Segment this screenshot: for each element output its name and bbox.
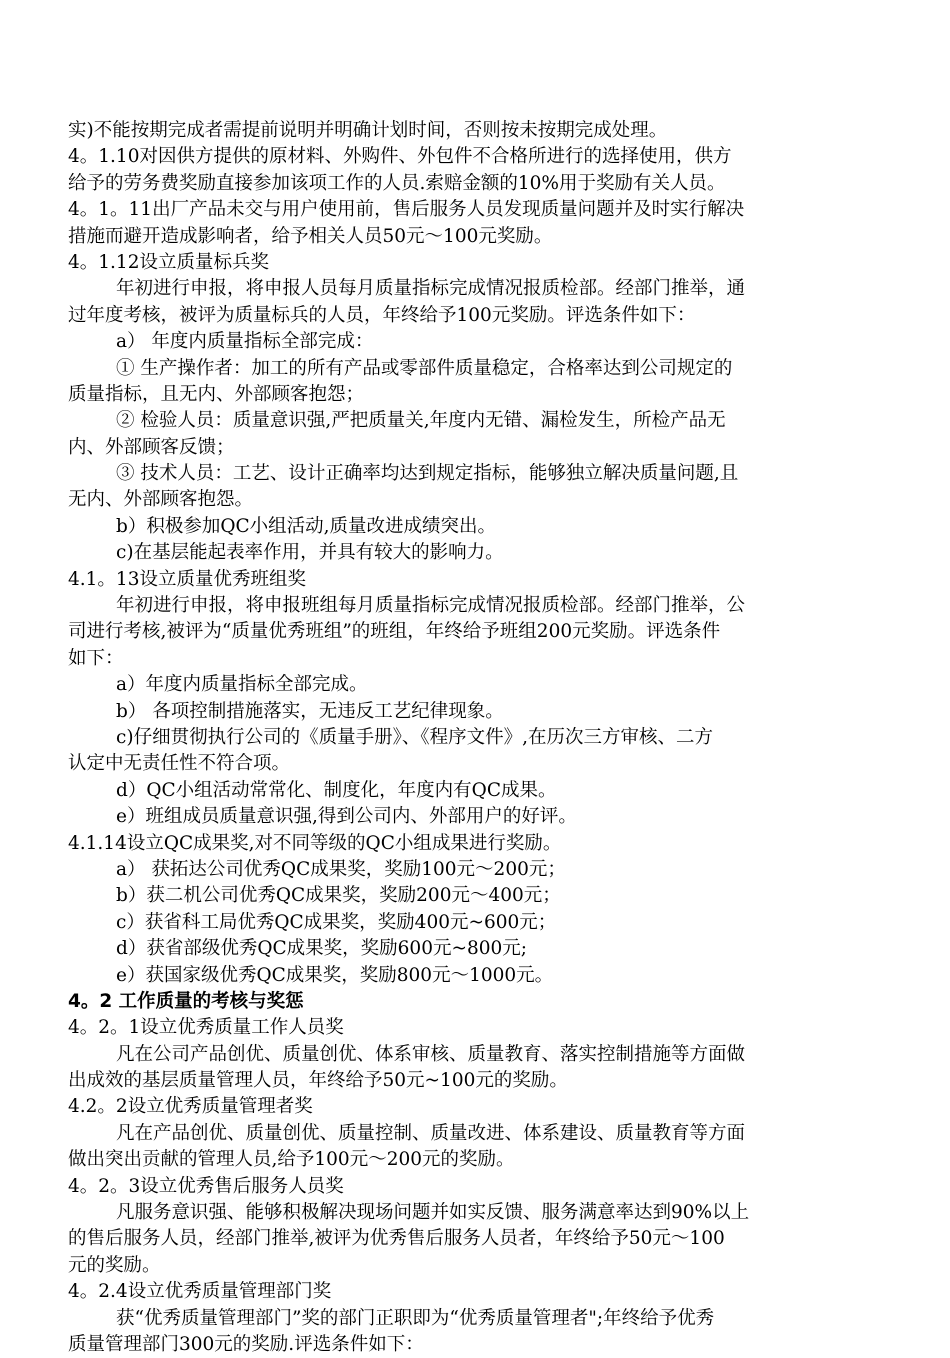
text-line: 做出突出贡献的管理人员,给予100元～200元的奖励。 (68, 1149, 515, 1171)
text-line: 4.1.14设立QC成果奖,对不同等级的QC小组成果进行奖励。 (68, 832, 562, 854)
text-line: 凡在产品创优、质量创优、质量控制、质量改进、体系建设、质量教育等方面 (116, 1122, 746, 1144)
text-line: 凡服务意识强、能够积极解决现场问题并如实反馈、服务满意率达到90%以上 (116, 1202, 750, 1224)
text-line: 措施而避开造成影响者，给予相关人员50元～100元奖励。 (68, 225, 553, 247)
text-line: c)仔细贯彻执行公司的《质量手册》、《程序文件》,在历次三方审核、二方 (116, 726, 713, 748)
text-line: c)在基层能起表率作用，并具有较大的影响力。 (116, 542, 504, 564)
text-line: 4。1.12设立质量标兵奖 (68, 251, 269, 273)
text-line: 4.1。13设立质量优秀班组奖 (68, 568, 306, 590)
text-line: 年初进行申报，将申报人员每月质量指标完成情况报质检部。经部门推举，通 (116, 278, 746, 300)
text-line: 给予的劳务费奖励直接参加该项工作的人员.索赔金额的10%用于奖励有关人员。 (68, 172, 726, 194)
section-heading: 4。2 工作质量的考核与奖惩 (68, 990, 304, 1012)
text-line: 4。2.4设立优秀质量管理部门奖 (68, 1281, 332, 1303)
text-line: 实)不能按期完成者需提前说明并明确计划时间，否则按未按期完成处理。 (68, 120, 668, 141)
text-line: ③ 技术人员：工艺、设计正确率均达到规定指标，能够独立解决质量问题,且 (116, 463, 739, 485)
text-line: 4.2。2设立优秀质量管理者奖 (68, 1096, 313, 1118)
text-line: 年初进行申报，将申报班组每月质量指标完成情况报质检部。经部门推举，公 (116, 595, 746, 617)
text-line: e）获国家级优秀QC成果奖，奖励800元～1000元。 (116, 964, 554, 986)
text-line: a） 年度内质量指标全部完成： (116, 331, 374, 353)
text-line: 过年度考核，被评为质量标兵的人员，年终给予100元奖励。评选条件如下： (68, 304, 696, 326)
text-line: 司进行考核,被评为“质量优秀班组”的班组，年终给予班组200元奖励。评选条件 (68, 621, 721, 643)
text-line: ② 检验人员：质量意识强,严把质量关,年度内无错、漏检发生，所检产品无 (116, 410, 726, 432)
text-line: 4。2。3设立优秀售后服务人员奖 (68, 1175, 344, 1197)
text-line: c）获省科工局优秀QC成果奖，奖励400元~600元； (116, 911, 557, 933)
text-line: b）获二机公司优秀QC成果奖，奖励200元～400元； (116, 885, 561, 907)
text-line: 无内、外部顾客抱怨。 (68, 489, 254, 511)
text-line: a） 获拓达公司优秀QC成果奖，奖励100元～200元； (116, 858, 566, 880)
text-line: 的售后服务人员，经部门推举,被评为优秀售后服务人员者，年终给予50元～100 (68, 1228, 725, 1250)
text-line: d）QC小组活动常常化、制度化，年度内有QC成果。 (116, 779, 557, 801)
text-line: 内、外部顾客反馈； (68, 436, 235, 458)
text-line: ① 生产操作者：加工的所有产品或零部件质量稳定，合格率达到公司规定的 (116, 357, 733, 379)
text-line: 4。1。11出厂产品未交与用户使用前，售后服务人员发现质量问题并及时实行解决 (68, 199, 745, 221)
text-line: 认定中无责任性不符合项。 (68, 753, 291, 775)
text-line: a）年度内质量指标全部完成。 (116, 674, 368, 696)
text-line: 质量指标，且无内、外部顾客抱怨； (68, 383, 365, 405)
text-line: 4。2。1设立优秀质量工作人员奖 (68, 1017, 344, 1039)
document-body (68, 118, 888, 1358)
text-line: 元的奖励。 (68, 1254, 161, 1276)
text-line: 凡在公司产品创优、质量创优、体系审核、质量教育、落实控制措施等方面做 (116, 1043, 746, 1065)
text-line: 获“优秀质量管理部门”奖的部门正职即为“优秀质量管理者";年终给予优秀 (116, 1307, 715, 1329)
text-line: 出成效的基层质量管理人员，年终给予50元~100元的奖励。 (68, 1070, 568, 1092)
text-line: d）获省部级优秀QC成果奖，奖励600元~800元; (116, 938, 528, 960)
text-line: b） 各项控制措施落实，无违反工艺纪律现象。 (116, 700, 504, 722)
text-line: 如下： (68, 647, 124, 669)
text-line: e）班组成员质量意识强,得到公司内、外部用户的好评。 (116, 806, 577, 828)
text-line: b）积极参加QC小组活动,质量改进成绩突出。 (116, 515, 497, 537)
text-line: 质量管理部门300元的奖励.评选条件如下： (68, 1333, 424, 1355)
text-line: 4。1.10对因供方提供的原材料、外购件、外包件不合格所进行的选择使用，供方 (68, 146, 732, 168)
